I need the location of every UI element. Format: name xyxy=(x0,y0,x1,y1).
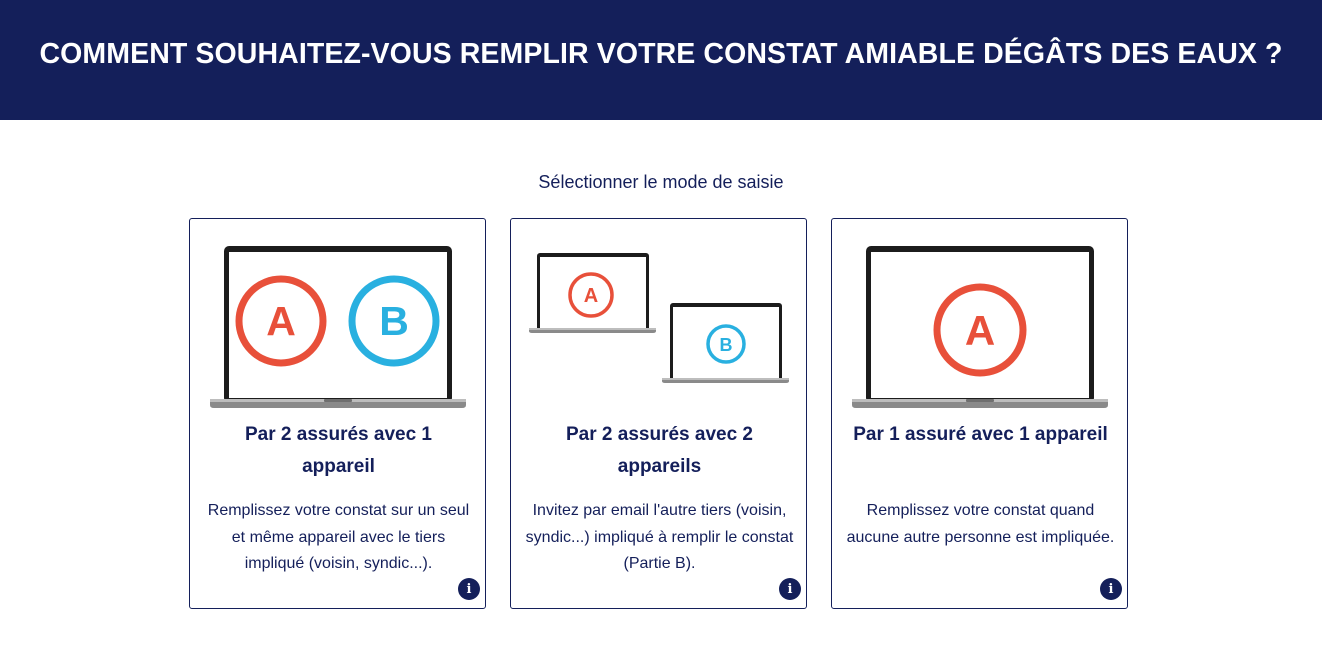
header-banner xyxy=(0,0,1322,120)
party-a-badge: A xyxy=(583,285,599,307)
card-title: Par 2 assurés avec 2 appareils xyxy=(566,424,753,477)
mode-card-2-insured-2-devices[interactable] xyxy=(510,218,807,609)
info-icon[interactable]: i xyxy=(1100,578,1122,600)
card-title: Par 2 assurés avec 1 appareil xyxy=(245,424,432,477)
mode-selection-label: Sélectionner le mode de saisie xyxy=(538,172,784,192)
info-icon[interactable]: i xyxy=(458,578,480,600)
info-icon[interactable]: i xyxy=(779,578,801,600)
party-b-badge: B xyxy=(719,335,733,355)
laptop-a-illustration xyxy=(832,219,1129,419)
party-a-badge: A xyxy=(266,298,296,344)
card-description: Remplissez votre constat quand aucune autre personne est impliquée. xyxy=(846,502,1115,546)
two-laptops-illustration xyxy=(511,219,808,419)
party-a-badge: A xyxy=(964,307,996,354)
card-description: Invitez par email l'autre tiers (voisin, syndic...) impliqué à remplir le constat (Partie B). xyxy=(525,502,794,572)
mode-card-2-insured-1-device[interactable] xyxy=(189,218,486,609)
page-title: COMMENT SOUHAITEZ-VOUS REMPLIR VOTRE CONSTAT AMIABLE DÉGÂTS DES EAUX ? xyxy=(39,37,1283,70)
laptop-ab-illustration xyxy=(190,219,487,419)
party-b-badge: B xyxy=(379,298,409,344)
card-description: Remplissez votre constat sur un seul et même appareil avec le tiers impliqué (voisin, syndic...). xyxy=(207,502,470,572)
card-title: Par 1 assuré avec 1 appareil xyxy=(853,424,1108,445)
mode-card-1-insured-1-device[interactable] xyxy=(831,218,1128,609)
